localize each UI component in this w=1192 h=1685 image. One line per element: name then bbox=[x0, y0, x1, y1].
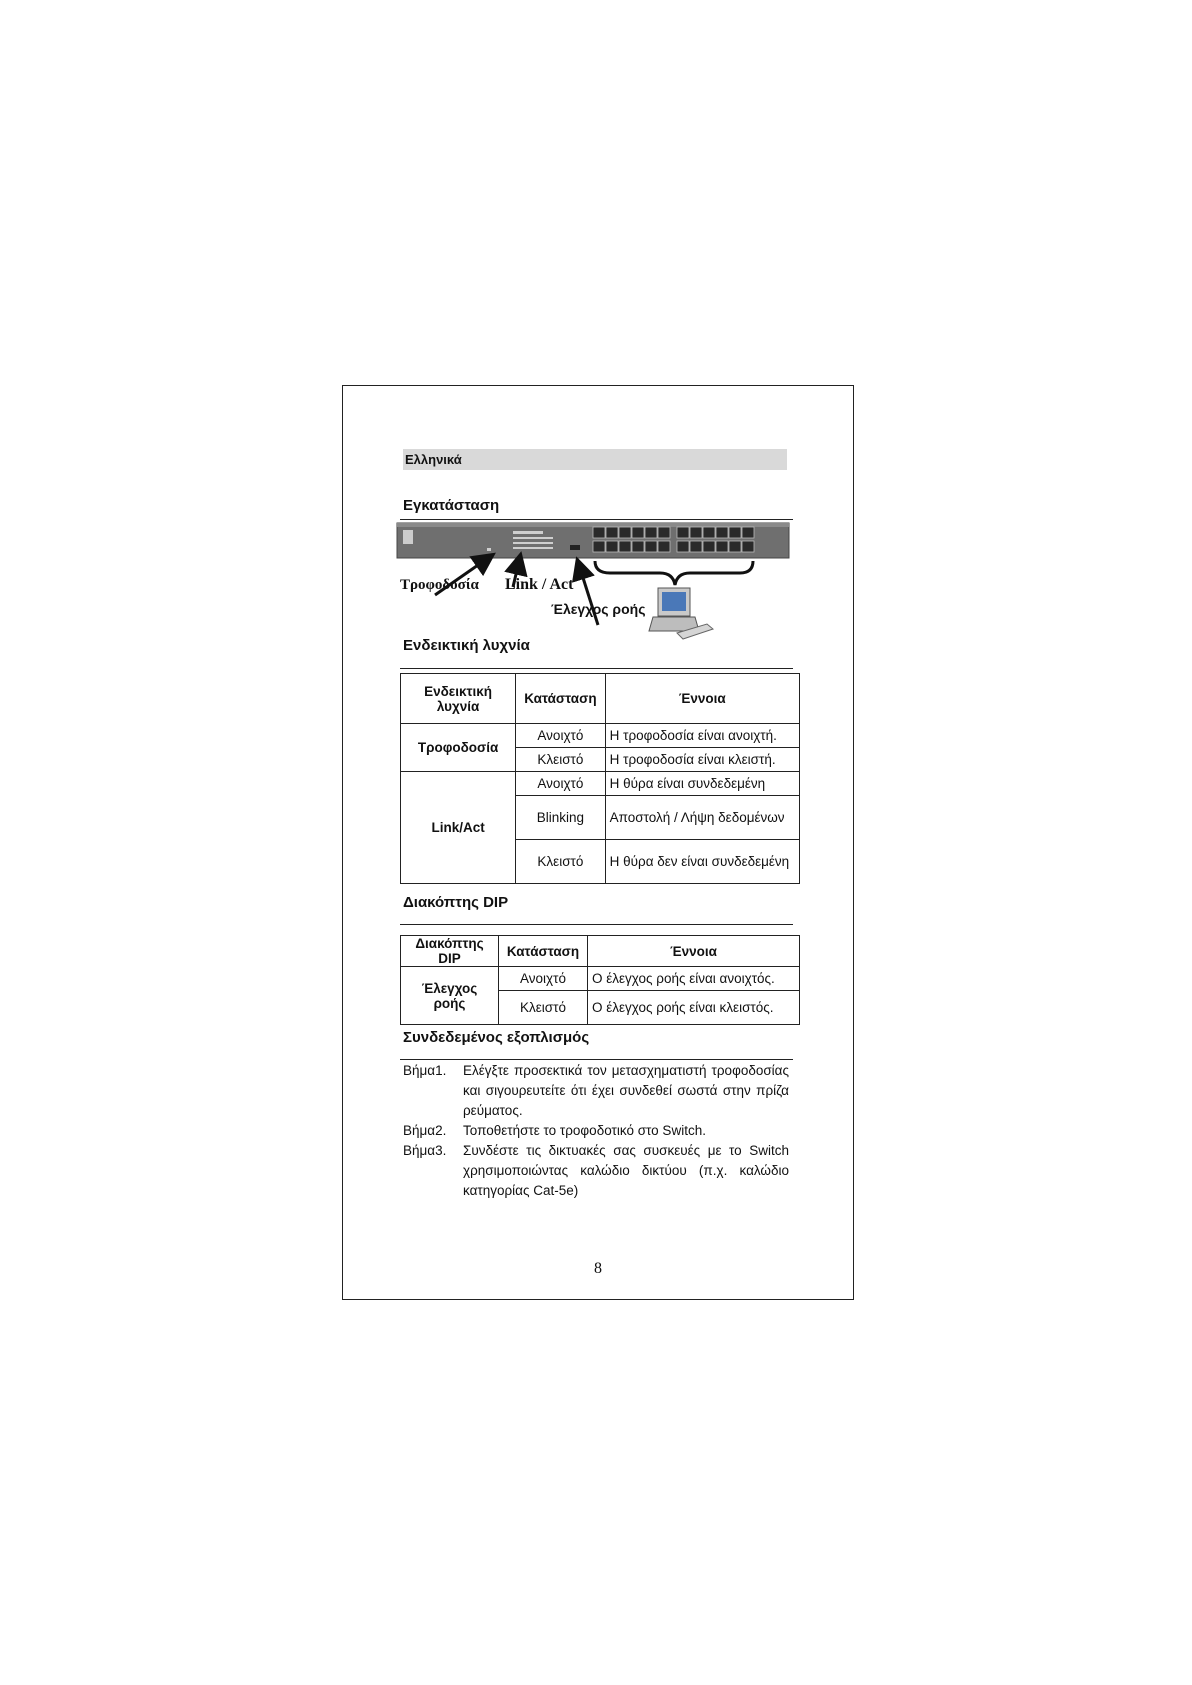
status-cell: Ανοιχτό bbox=[516, 772, 605, 796]
led-link-name: Link/Act bbox=[401, 772, 516, 884]
step-text: Συνδέστε τις δικτυακές σας συσκευές με το Switch χρησιμοποιώντας καλώδιο δικτύου (π.χ. καλώδιο κατηγορίας Cat-5e) bbox=[463, 1143, 789, 1198]
list-item bbox=[403, 1121, 789, 1141]
list-item bbox=[403, 1061, 789, 1121]
list-item bbox=[403, 1141, 789, 1201]
led-table-header bbox=[401, 674, 800, 724]
power-label: Τροφοδοσία bbox=[400, 577, 479, 593]
switch-diagram bbox=[395, 521, 795, 656]
meaning-cell: Ο έλεγχος ροής είναι κλειστός. bbox=[588, 991, 800, 1025]
header-dip: Διακόπτης DIP bbox=[401, 936, 499, 967]
equipment-heading: Συνδεδεμένος εξοπλισμός bbox=[403, 1029, 590, 1046]
meaning-cell: Η τροφοδοσία είναι ανοιχτή. bbox=[605, 724, 799, 748]
status-cell: Κλειστό bbox=[499, 991, 588, 1025]
status-cell: Blinking bbox=[516, 796, 605, 840]
link-act-label: Link / Act bbox=[505, 576, 574, 593]
header-status: Κατάσταση bbox=[499, 936, 588, 967]
dip-flow-name: Έλεγχος ροής bbox=[401, 967, 499, 1025]
page-number: 8 bbox=[594, 1260, 602, 1277]
computer-icon bbox=[649, 588, 713, 639]
step-number: Βήμα3. bbox=[403, 1143, 447, 1158]
language-label: Ελληνικά bbox=[403, 449, 787, 470]
led-table bbox=[400, 673, 800, 884]
dip-heading: Διακόπτης DIP bbox=[403, 894, 509, 911]
header-meaning: Έννοια bbox=[605, 674, 799, 724]
table-row bbox=[401, 967, 800, 991]
header-status: Κατάσταση bbox=[516, 674, 605, 724]
installation-heading: Εγκατάσταση bbox=[403, 497, 500, 514]
step-text: Ελέγξτε προσεκτικά τον μετασχηματιστή τροφοδοσίας και σιγουρευτείτε ότι έχει συνδεθεί σωστά στην πρίζα ρεύματος. bbox=[463, 1063, 789, 1118]
table-row bbox=[401, 772, 800, 796]
led-power-name: Τροφοδοσία bbox=[401, 724, 516, 772]
meaning-cell: Ο έλεγχος ροής είναι ανοιχτός. bbox=[588, 967, 800, 991]
dip-table-header bbox=[401, 936, 800, 967]
table-row bbox=[401, 724, 800, 748]
meaning-cell: Η θύρα δεν είναι συνδεδεμένη bbox=[605, 840, 799, 884]
led-heading: Ενδεικτική λυχνία bbox=[403, 637, 530, 654]
meaning-cell: Αποστολή / Λήψη δεδομένων bbox=[605, 796, 799, 840]
steps-list bbox=[403, 1061, 789, 1201]
step-text: Τοποθετήστε το τροφοδοτικό στο Switch. bbox=[463, 1123, 706, 1138]
header-meaning: Έννοια bbox=[588, 936, 800, 967]
status-cell: Ανοιχτό bbox=[499, 967, 588, 991]
led-rule bbox=[400, 668, 793, 669]
dip-table bbox=[400, 935, 800, 1025]
dip-rule bbox=[400, 924, 793, 925]
installation-rule bbox=[400, 519, 793, 520]
status-cell: Κλειστό bbox=[516, 748, 605, 772]
flow-control-label: Έλεγχος ροής bbox=[551, 601, 646, 617]
meaning-cell: Η θύρα είναι συνδεδεμένη bbox=[605, 772, 799, 796]
equipment-rule bbox=[400, 1059, 793, 1060]
step-number: Βήμα2. bbox=[403, 1123, 447, 1138]
meaning-cell: Η τροφοδοσία είναι κλειστή. bbox=[605, 748, 799, 772]
manual-page bbox=[342, 385, 854, 1300]
status-cell: Κλειστό bbox=[516, 840, 605, 884]
step-number: Βήμα1. bbox=[403, 1063, 447, 1078]
header-led: Ενδεικτική λυχνία bbox=[401, 674, 516, 724]
status-cell: Ανοιχτό bbox=[516, 724, 605, 748]
